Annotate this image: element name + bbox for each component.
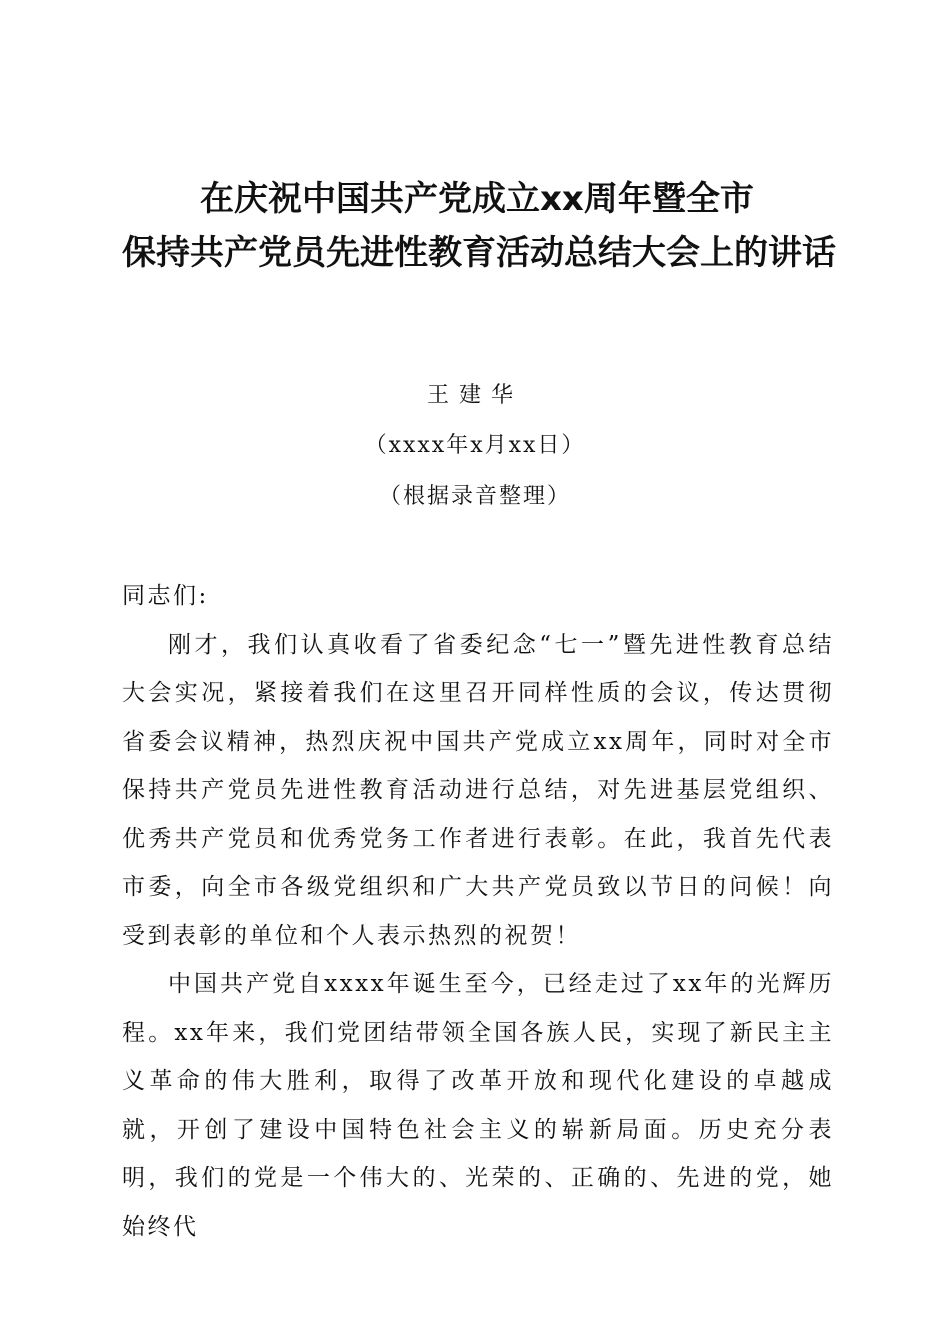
salutation: 同志们: (122, 583, 209, 609)
paragraph-2: 中国共产党自xxxx年诞生至今，已经走过了xx年的光辉历程。xx年来，我们党团结带领全国各族人民，实现了新民主主义革命的伟大胜利，取得了改革开放和现代化建设的卓越成就，开创了建设中国特色社会主义的崭新局面。历史充分表明，我们的党是一个伟大的、光荣的、正确的、先进的党，她始终代 (122, 971, 834, 1240)
document-title (122, 172, 842, 280)
paragraph-1: 刚才，我们认真收看了省委纪念“七一”暨先进性教育总结大会实况，紧接着我们在这里召开同样性质的会议，传达贯彻省委会议精神，热烈庆祝中国共产党成立xx周年，同时对全市保持共产党员先进性教育活动进行总结，对先进基层党组织、优秀共产党员和优秀党务工作者进行表彰。在此，我首先代表市委，向全市各级党组织和广大共产党员致以节日的问候！向受到表彰的单位和个人表示热烈的祝贺！ (122, 631, 834, 949)
author-name: 王建华 (426, 383, 523, 408)
transcription-note: （根据录音整理） (378, 484, 571, 509)
speech-body (122, 572, 834, 1251)
title-line-2: 保持共产党员先进性教育活动总结大会上的讲话 (122, 233, 836, 273)
speech-date: （xxxx年x月xx日） (364, 433, 586, 458)
title-line-1: 在庆祝中国共产党成立xx周年暨全市 (200, 179, 754, 219)
